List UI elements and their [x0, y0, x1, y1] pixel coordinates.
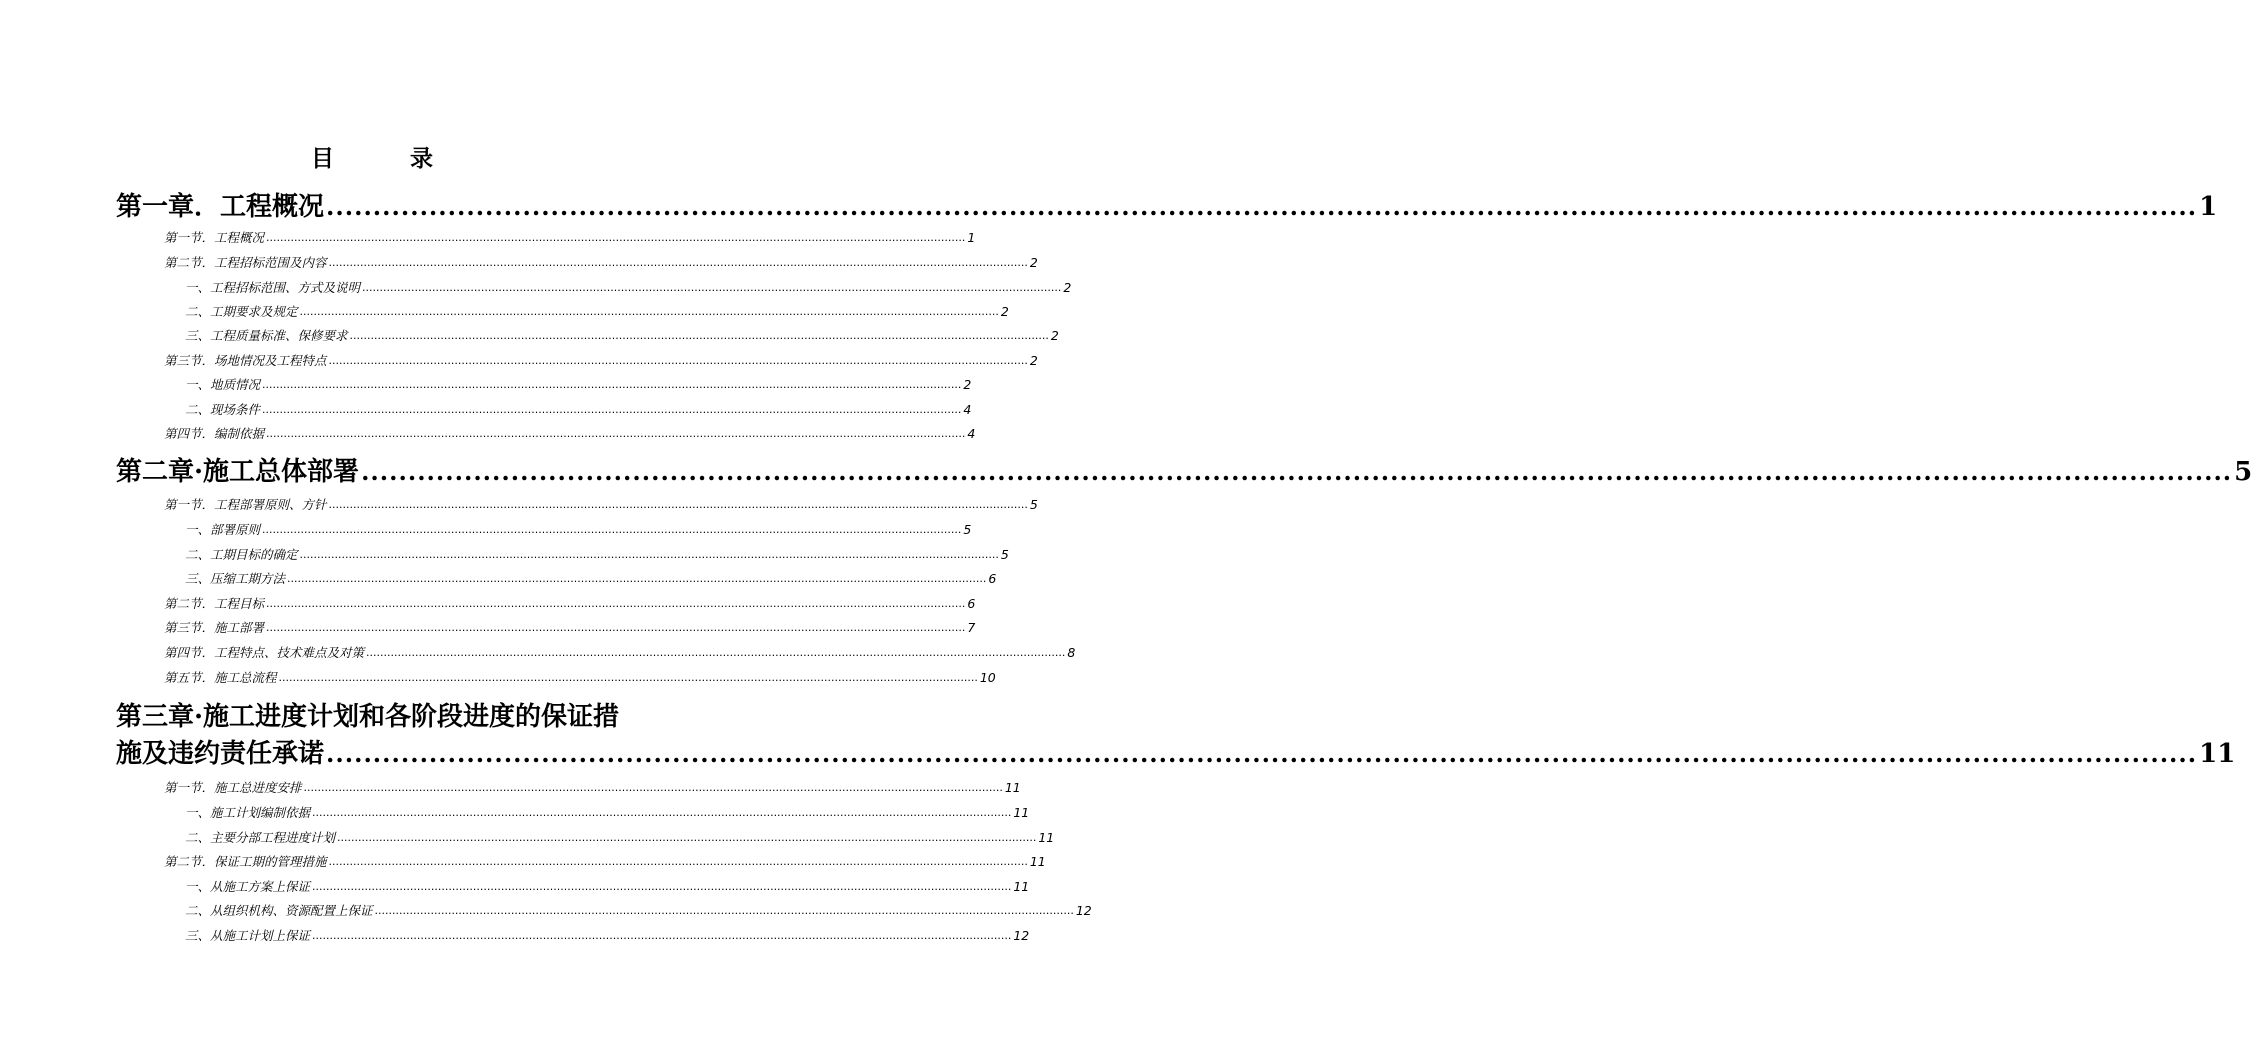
- dot-leader: ........................................................................................................................................................................................................: [266, 427, 966, 440]
- section-label: 第三节．场地情况及工程特点: [164, 353, 327, 368]
- dot-leader: ........................................................................................................................................................................................................: [262, 403, 962, 416]
- toc-section[interactable]: [164, 779, 1021, 797]
- subsection-label: 一、施工计划编制依据: [185, 805, 311, 820]
- section-label: 第五节．施工总流程: [164, 670, 277, 685]
- chapter-page-number: 5: [2234, 457, 2252, 487]
- toc-section[interactable]: [164, 496, 1038, 514]
- chapter-page-number: 1: [2199, 192, 2218, 222]
- toc-subsection[interactable]: [185, 521, 972, 539]
- toc-subsection[interactable]: [185, 401, 972, 419]
- toc-subsection[interactable]: [185, 804, 1030, 822]
- dot-leader: ........................................................................................................................................................................................................: [349, 329, 1049, 342]
- dot-leader: ........................................................................................................................................................................................................: [312, 806, 1012, 819]
- toc-section[interactable]: [164, 595, 976, 613]
- chapter-label: 第一章．工程概况: [116, 192, 325, 222]
- section-label: 第一节．工程部署原则、方针: [164, 497, 327, 512]
- dot-leader: ........................................................................................................................................................................................................: [312, 929, 1012, 942]
- dot-leader: ........................................................................................................................................................................................................: [278, 671, 978, 684]
- subsection-label: 三、压缩工期方法: [185, 571, 286, 586]
- subsection-page-number: 5: [1000, 547, 1009, 562]
- toc-subsection[interactable]: [185, 927, 1030, 945]
- dot-leader: ........................................................................................................................................................................................................: [326, 739, 2198, 768]
- dot-leader: ........................................................................................................................................................................................................: [328, 498, 1028, 511]
- toc-subsection[interactable]: [185, 376, 972, 394]
- subsection-label: 二、主要分部工程进度计划: [185, 830, 336, 845]
- dot-leader: ........................................................................................................................................................................................................: [287, 572, 987, 585]
- subsection-page-number: 6: [988, 571, 997, 586]
- section-page-number: 2: [1029, 353, 1038, 368]
- section-label: 第四节．编制依据: [164, 426, 265, 441]
- section-page-number: 11: [1029, 854, 1046, 869]
- subsection-page-number: 2: [1000, 304, 1009, 319]
- dot-leader: ........................................................................................................................................................................................................: [374, 904, 1074, 917]
- subsection-label: 一、从施工方案上保证: [185, 879, 311, 894]
- toc-subsection[interactable]: [185, 279, 1072, 297]
- section-label: 第一节．工程概况: [164, 230, 265, 245]
- toc-section[interactable]: [164, 352, 1038, 370]
- subsection-label: 一、工程招标范围、方式及说明: [185, 280, 361, 295]
- section-label: 第四节．工程特点、技术难点及对策: [164, 645, 365, 660]
- subsection-page-number: 12: [1013, 928, 1030, 943]
- toc-chapter-3-line-2[interactable]: [116, 737, 2236, 771]
- chapter-page-number: 11: [2199, 739, 2236, 769]
- dot-leader: ........................................................................................................................................................................................................: [299, 548, 999, 561]
- subsection-label: 二、工期目标的确定: [185, 547, 298, 562]
- dot-leader: ........................................................................................................................................................................................................: [266, 597, 966, 610]
- toc-section[interactable]: [164, 853, 1046, 871]
- toc-title: 目 录: [310, 145, 467, 172]
- dot-leader: ........................................................................................................................................................................................................: [328, 256, 1028, 269]
- subsection-label: 二、从组织机构、资源配置上保证: [185, 903, 373, 918]
- section-page-number: 4: [967, 426, 976, 441]
- subsection-label: 一、地质情况: [185, 377, 261, 392]
- dot-leader: ........................................................................................................................................................................................................: [366, 646, 1066, 659]
- section-label: 第二节．工程招标范围及内容: [164, 255, 327, 270]
- dot-leader: ........................................................................................................................................................................................................: [326, 192, 2198, 221]
- toc-subsection[interactable]: [185, 546, 1009, 564]
- toc-subsection[interactable]: [185, 878, 1030, 896]
- subsection-page-number: 2: [963, 377, 972, 392]
- section-page-number: 8: [1067, 645, 1076, 660]
- subsection-page-number: 11: [1013, 805, 1030, 820]
- subsection-page-number: 5: [963, 522, 972, 537]
- dot-leader: ........................................................................................................................................................................................................: [328, 855, 1028, 868]
- dot-leader: ........................................................................................................................................................................................................: [303, 781, 1003, 794]
- section-label: 第二节．工程目标: [164, 596, 265, 611]
- subsection-label: 一、部署原则: [185, 522, 261, 537]
- section-label: 第一节．施工总进度安排: [164, 780, 302, 795]
- section-page-number: 10: [979, 670, 996, 685]
- section-page-number: 5: [1029, 497, 1038, 512]
- section-page-number: 1: [967, 230, 976, 245]
- section-label: 第三节．施工部署: [164, 620, 265, 635]
- dot-leader: ........................................................................................................................................................................................................: [262, 378, 962, 391]
- subsection-label: 三、工程质量标准、保修要求: [185, 328, 348, 343]
- dot-leader: ........................................................................................................................................................................................................: [312, 880, 1012, 893]
- dot-leader: ........................................................................................................................................................................................................: [262, 523, 962, 536]
- subsection-page-number: 11: [1038, 830, 1055, 845]
- toc-subsection[interactable]: [185, 327, 1059, 345]
- subsection-page-number: 2: [1050, 328, 1059, 343]
- toc-section[interactable]: [164, 254, 1038, 272]
- dot-leader: ........................................................................................................................................................................................................: [266, 621, 966, 634]
- toc-subsection[interactable]: [185, 829, 1055, 847]
- toc-section[interactable]: [164, 619, 976, 637]
- dot-leader: ........................................................................................................................................................................................................: [362, 281, 1062, 294]
- chapter-label-line-1: 第三章·施工进度计划和各阶段进度的保证措: [116, 702, 620, 732]
- toc-chapter-3-line-1[interactable]: [116, 700, 673, 734]
- chapter-label-line-2: 施及违约责任承诺: [116, 739, 325, 769]
- section-page-number: 6: [967, 596, 976, 611]
- toc-chapter-1[interactable]: [116, 190, 2218, 224]
- dot-leader: ........................................................................................................................................................................................................: [266, 231, 966, 244]
- dot-leader: ........................................................................................................................................................................................................: [328, 354, 1028, 367]
- dot-leader: ........................................................................................................................................................................................................: [337, 831, 1037, 844]
- toc-subsection[interactable]: [185, 303, 1009, 321]
- subsection-label: 三、从施工计划上保证: [185, 928, 311, 943]
- subsection-page-number: 4: [963, 402, 972, 417]
- subsection-label: 二、现场条件: [185, 402, 261, 417]
- toc-subsection[interactable]: [185, 570, 997, 588]
- toc-chapter-2[interactable]: [116, 455, 2252, 489]
- dot-leader: ........................................................................................................................................................................................................: [299, 305, 999, 318]
- toc-section[interactable]: [164, 644, 1076, 662]
- toc-section[interactable]: [164, 229, 976, 247]
- section-label: 第二节．保证工期的管理措施: [164, 854, 327, 869]
- section-page-number: 11: [1004, 780, 1021, 795]
- subsection-page-number: 12: [1075, 903, 1092, 918]
- toc-subsection[interactable]: [185, 902, 1092, 920]
- section-page-number: 2: [1029, 255, 1038, 270]
- chapter-label: 第二章·施工总体部署: [116, 457, 360, 487]
- dot-leader: ........................................................................................................................................................................................................: [361, 457, 2233, 486]
- subsection-page-number: 2: [1063, 280, 1072, 295]
- toc-section[interactable]: [164, 669, 996, 687]
- section-page-number: 7: [967, 620, 976, 635]
- subsection-page-number: 11: [1013, 879, 1030, 894]
- toc-section[interactable]: [164, 425, 976, 443]
- subsection-label: 二、工期要求及规定: [185, 304, 298, 319]
